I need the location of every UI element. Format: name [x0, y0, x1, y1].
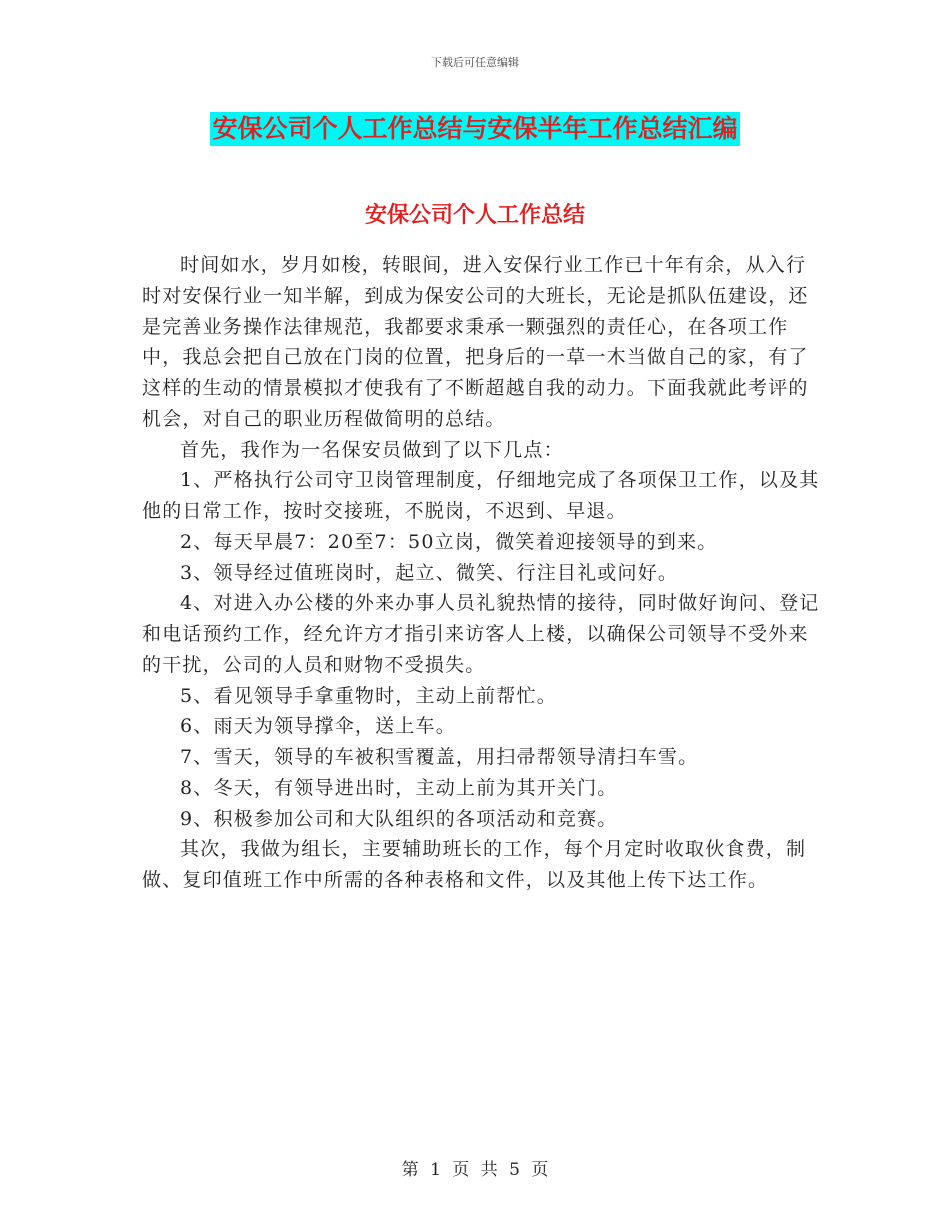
paragraph-second-role: 其次，我做为组长，主要辅助班长的工作，每个月定时收取伙食费，制做、复印值班工作中所需的各种表格和文件，以及其他上传下达工作。	[142, 838, 807, 891]
list-item-5: 5、看见领导手拿重物时，主动上前帮忙。	[180, 684, 557, 707]
list-item-7: 7、雪天，领导的车被积雪覆盖，用扫帚帮领导清扫车雪。	[180, 746, 699, 768]
document-body	[142, 250, 822, 896]
list-item-4: 4、对进入办公楼的外来办事人员礼貌热情的接待，同时做好询问、登记和电话预约工作，经允许方才指引来访客人上楼，以确保公司领导不受外来的干扰，公司的人员和财物不受损失。	[142, 592, 820, 676]
document-main-title: 安保公司个人工作总结与安保半年工作总结汇编	[210, 112, 739, 146]
list-item-2: 2、每天早晨7：20至7：50立岗，微笑着迎接领导的到来。	[180, 530, 718, 553]
paragraph-intro: 时间如水，岁月如梭，转眼间，进入安保行业工作已十年有余，从入行时对安保行业一知半解，到成为保安公司的大班长，无论是抓队伍建设，还是完善业务操作法律规范，我都要求秉承一颗强烈的责任心，在各项工作中，我总会把自己放在门岗的位置，把身后的一草一木当做自己的家，有了这样的生动的情景模拟才使我有了不断超越自我的动力。下面我就此考评的机会，对自己的职业历程做简明的总结。	[142, 254, 809, 430]
list-item-3: 3、领导经过值班岗时，起立、微笑、行注目礼或问好。	[180, 561, 679, 584]
list-item-9: 9、积极参加公司和大队组织的各项活动和竞赛。	[180, 807, 618, 830]
download-note: 下载后可任意编辑	[431, 56, 519, 69]
section-title: 安保公司个人工作总结	[364, 202, 585, 228]
list-item-8: 8、冬天，有领导进出时，主动上前为其开关门。	[180, 776, 618, 799]
main-title-container	[0, 112, 950, 146]
page-number: 第 1 页 共 5 页	[401, 1160, 549, 1180]
paragraph-first-points-heading: 首先，我作为一名保安员做到了以下几点：	[180, 438, 564, 461]
list-item-6: 6、雨天为领导撑伞，送上车。	[180, 715, 456, 738]
list-item-1: 1、严格执行公司守卫岗管理制度，仔细地完成了各项保卫工作，以及其他的日常工作，按时交接班，不脱岗，不迟到、早退。	[142, 469, 820, 522]
